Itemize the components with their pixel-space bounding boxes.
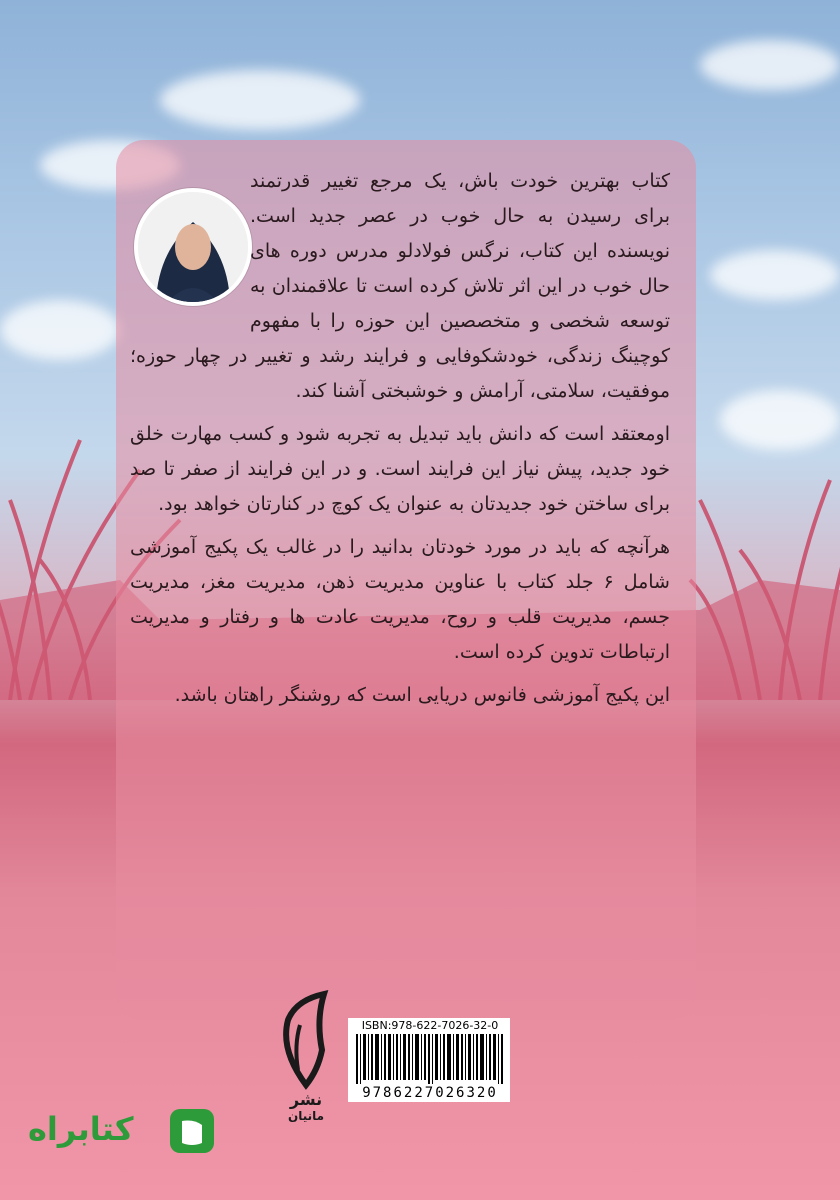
barcode-bars bbox=[356, 1034, 504, 1084]
isbn-text: ISBN:978-622-7026-32-0 bbox=[361, 1019, 499, 1032]
publisher-logo bbox=[272, 990, 340, 1130]
barcode-number: 9786227026320 bbox=[362, 1085, 498, 1101]
cloud bbox=[160, 70, 360, 130]
ketabrah-logo-text: کتابراه bbox=[28, 1110, 134, 1148]
paragraph: این پکیج آموزشی فانوس دریایی است که روشنگر راهتان باشد. bbox=[174, 684, 670, 706]
cloud bbox=[710, 250, 840, 300]
paragraph: اومعتقد است که دانش باید تبدیل به تجربه شود و کسب مهارت خلق خود جدید، پیش نیاز این فرایند است. و در این فرایند از صفر تا صد برای ساختن خود جدیدتان به عنوان یک کوچ در کنارتان خواهد بود. bbox=[130, 423, 670, 515]
paragraph: هرآنچه که باید در مورد خودتان بدانید را در غالب یک پکیج آموزشی شامل ۶ جلد کتاب با عناوین مدیریت ذهن، مدیریت مغز، مدیریت جسم، مدیریت قلب و روح، مدیریت عادت ها و رفتار و مدیریت ارتباطات تدوین کرده است. bbox=[130, 536, 670, 663]
publisher-name-line1: نشر bbox=[289, 1090, 323, 1109]
quill-icon bbox=[272, 990, 340, 1090]
back-cover-text bbox=[130, 164, 670, 721]
cloud bbox=[0, 300, 120, 360]
publisher-name-line2: مانیان bbox=[287, 1109, 325, 1123]
cloud bbox=[700, 40, 840, 90]
paragraph: کتاب بهترین خودت باش، یک مرجع تغییر قدرتمند برای رسیدن به حال خوب در عصر جدید است. نویسنده این کتاب، نرگس فولادلو مدرس دوره های حال خوب در این اثر تلاش کرده است تا علاقمندان به توسعه شخصی و متخصصین این حوزه را با مفهوم کوچینگ زندگی، خودشکوفایی و فرایند رشد و تغییر در چهار حوزه؛ موفقیت، سلامتی، آرامش و خوشبختی آشنا کند. bbox=[130, 170, 670, 402]
